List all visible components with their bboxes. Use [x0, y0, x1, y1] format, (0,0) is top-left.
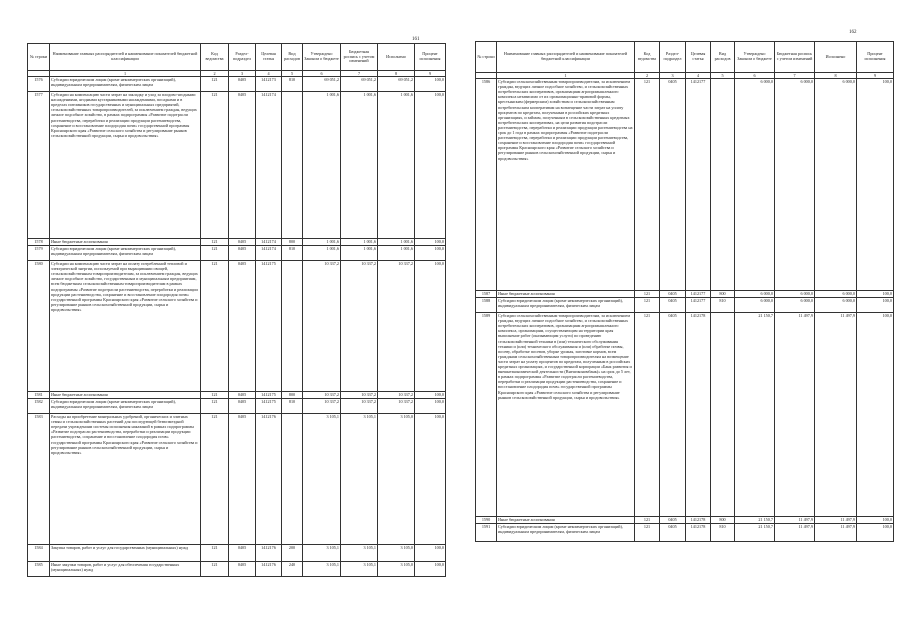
executed-amount: 6 000,0 — [815, 291, 857, 298]
executed-amount: 1 001,6 — [378, 239, 415, 246]
budget-table-left — [27, 43, 446, 577]
approved-amount: 69 051,2 — [303, 77, 341, 92]
table-body — [28, 77, 446, 577]
executed-amount: 6 000,0 — [815, 79, 857, 291]
budget-amount: 11 497,9 — [775, 313, 815, 517]
section-code: 0405 — [660, 313, 686, 517]
target-article: 1412178 — [686, 524, 711, 542]
department-code: 121 — [201, 562, 229, 577]
row-name: Субсидии юридическим лицам (кроме некоммерческих организаций), индивидуальным предпринимателям, физическим лицам — [50, 77, 201, 92]
expense-type: 800 — [711, 291, 735, 298]
target-article: 1412178 — [686, 517, 711, 524]
row-number: 1588 — [476, 298, 497, 313]
header-cell: Процент исполнения — [857, 42, 894, 73]
budget-amount: 10 337,2 — [341, 399, 378, 414]
row-name: Закупка товаров, работ и услуг для государственных (муниципальных) нужд — [50, 545, 201, 562]
header-cell: Раздел-подраздел — [229, 44, 256, 71]
table-row — [476, 517, 894, 524]
approved-amount: 10 337,2 — [303, 399, 341, 414]
department-code: 121 — [635, 298, 660, 313]
column-number: 2 — [635, 73, 660, 79]
section-code: 0405 — [229, 92, 256, 239]
section-code: 0405 — [229, 77, 256, 92]
row-name: Субсидии юридическим лицам (кроме некоммерческих организаций), индивидуальным предпринимателям, физическим лицам — [50, 399, 201, 414]
column-number: 4 — [256, 71, 282, 77]
row-number: 1591 — [476, 524, 497, 542]
row-name: Расходы на приобретение минеральных удобрений, органических и элитных семян и сельскохозяйственных растений для последующей безвозмездной передачи учреждениям системы исполнения наказаний в рамках подпрограммы «Развитие подотрасли растениеводства, переработки и реализации продукции растениеводства, сохранение и восстановление плодородия почв» государственной программы Красноярского края «Развитие сельского хозяйства и регулирование рынков сельскохозяйственной продукции, сырья и продовольствия» — [50, 414, 201, 545]
target-article: 1412174 — [256, 246, 282, 261]
section-code: 0405 — [660, 291, 686, 298]
column-number: 7 — [341, 71, 378, 77]
executed-amount: 1 001,6 — [378, 246, 415, 261]
department-code: 121 — [201, 239, 229, 246]
executed-amount: 11 497,9 — [815, 524, 857, 542]
executed-amount: 6 000,0 — [815, 298, 857, 313]
page-number-right: 162 — [849, 30, 857, 35]
header-cell: № строки — [28, 44, 50, 71]
execution-percent: 100,0 — [415, 246, 446, 261]
budget-amount: 3 105,1 — [341, 562, 378, 577]
approved-amount: 3 105,1 — [303, 545, 341, 562]
target-article: 1412174 — [256, 92, 282, 239]
expense-type: 810 — [282, 399, 303, 414]
executed-amount: 3 105,0 — [378, 562, 415, 577]
execution-percent: 100,0 — [857, 517, 894, 524]
header-cell: Вид расходов — [711, 42, 735, 73]
department-code: 121 — [201, 77, 229, 92]
header-cell: Целевая статья — [256, 44, 282, 71]
section-code: 0405 — [229, 545, 256, 562]
header-cell: Раздел-подраздел — [660, 42, 686, 73]
execution-percent: 100,0 — [857, 79, 894, 291]
row-name: Субсидии юридическим лицам (кроме некоммерческих организаций), индивидуальным предпринимателям, физическим лицам — [497, 524, 635, 542]
header-cell: Бюджетная роспись с учетом изменений — [775, 42, 815, 73]
department-code: 121 — [201, 399, 229, 414]
header-cell: Бюджетная роспись с учетом изменений — [341, 44, 378, 71]
target-article: 1412176 — [256, 562, 282, 577]
row-number: 1580 — [28, 261, 50, 392]
approved-amount: 6 000,0 — [735, 298, 775, 313]
row-number: 1576 — [28, 77, 50, 92]
approved-amount: 1 001,6 — [303, 92, 341, 239]
executed-amount: 10 337,2 — [378, 392, 415, 399]
department-code: 121 — [201, 392, 229, 399]
section-code: 0405 — [229, 261, 256, 392]
execution-percent: 100,0 — [415, 392, 446, 399]
budget-amount: 10 337,2 — [341, 261, 378, 392]
execution-percent: 100,0 — [857, 291, 894, 298]
execution-percent: 100,0 — [857, 298, 894, 313]
expense-type: 810 — [282, 246, 303, 261]
approved-amount: 10 337,2 — [303, 392, 341, 399]
table-row — [28, 414, 446, 545]
section-code: 0405 — [229, 414, 256, 545]
table-row — [28, 392, 446, 399]
row-number: 1581 — [28, 392, 50, 399]
header-cell: Процент исполнения — [415, 44, 446, 71]
row-name: Иные бюджетные ассигнования — [50, 239, 201, 246]
execution-percent: 100,0 — [415, 545, 446, 562]
execution-percent: 100,0 — [415, 562, 446, 577]
approved-amount: 3 105,1 — [303, 414, 341, 545]
table-row — [28, 246, 446, 261]
target-article: 1412175 — [256, 399, 282, 414]
approved-amount: 1 001,6 — [303, 246, 341, 261]
budget-amount: 1 001,6 — [341, 92, 378, 239]
header-cell: Вид расходов — [282, 44, 303, 71]
executed-amount: 11 497,9 — [815, 517, 857, 524]
table-row — [28, 92, 446, 239]
section-code: 0405 — [660, 517, 686, 524]
section-code: 0405 — [660, 524, 686, 542]
table-row — [476, 291, 894, 298]
column-number: 1 — [497, 73, 635, 79]
executed-amount: 11 497,9 — [815, 313, 857, 517]
column-number: 3 — [229, 71, 256, 77]
row-name: Субсидии на компенсацию части затрат на оплату потребленной тепловой и электрической энергии, используемой при выращивании овощей, сельскохозяйственным товаропроизводителям, за исключением граждан, ведущих личное подсобное хозяйство, государственным и муниципальным предприятиям, всем бюджетным сельскохозяйственным товаропроизводителям в рамках подпрограммы «Развитие подотрасли растениеводства, переработки и реализации продукции растениеводства, сохранение и восстановление плодородия почв» государственной программы Красноярского края «Развитие сельского хозяйства и регулирование рынков сельскохозяйственной продукции, сырья и продовольствия» — [50, 261, 201, 392]
expense-type: 810 — [282, 77, 303, 92]
table-header — [476, 42, 894, 79]
approved-amount: 6 000,0 — [735, 291, 775, 298]
expense-type — [711, 313, 735, 517]
target-article: 1412175 — [256, 392, 282, 399]
row-number: 1586 — [476, 79, 497, 291]
header-cell: Утверждено Законом о бюджете — [303, 44, 341, 71]
row-number: 1583 — [28, 414, 50, 545]
executed-amount: 10 337,2 — [378, 399, 415, 414]
section-code: 0405 — [229, 246, 256, 261]
expense-type: 810 — [711, 524, 735, 542]
expense-type: 800 — [282, 239, 303, 246]
department-code: 121 — [201, 261, 229, 392]
budget-amount: 11 497,9 — [775, 517, 815, 524]
budget-amount: 1 001,6 — [341, 239, 378, 246]
column-number: 7 — [775, 73, 815, 79]
department-code: 121 — [635, 524, 660, 542]
expense-type: 800 — [282, 392, 303, 399]
budget-amount: 3 105,1 — [341, 414, 378, 545]
executed-amount: 3 105,0 — [378, 545, 415, 562]
execution-percent: 100,0 — [415, 239, 446, 246]
row-number: 1579 — [28, 246, 50, 261]
department-code: 121 — [201, 545, 229, 562]
table-body — [476, 79, 894, 542]
row-number: 1590 — [476, 517, 497, 524]
table-row — [28, 545, 446, 562]
executed-amount: 1 001,6 — [378, 92, 415, 239]
department-code: 121 — [201, 246, 229, 261]
row-name: Субсидии юридическим лицам (кроме некоммерческих организаций), индивидуальным предпринимателям, физическим лицам — [497, 298, 635, 313]
row-name: Иные бюджетные ассигнования — [497, 517, 635, 524]
approved-amount: 21 150,7 — [735, 313, 775, 517]
column-number: 2 — [201, 71, 229, 77]
expense-type: 800 — [711, 517, 735, 524]
budget-amount: 3 105,1 — [341, 545, 378, 562]
department-code: 121 — [635, 79, 660, 291]
section-code: 0405 — [660, 298, 686, 313]
row-number: 1584 — [28, 545, 50, 562]
column-number: 8 — [378, 71, 415, 77]
row-name: Субсидии сельскохозяйственным товаропроизводителям, за исключением граждан, ведущих личное подсобное хозяйство, и сельскохозяйственных потребительских кооперативов, организациям агропромышленного комплекса независимо от их организационно-правовой формы, крестьянским (фермерским) хозяйствам и сельскохозяйственным потребительским кооперативам на возмещение части затрат на уплату процентов по кредитам, полученным в российских кредитных организациях, и займам, полученным в сельскохозяйственных кредитных потребительских кооперативах, на цели развития подотрасли растениеводства, переработки и реализации продукции растениеводства на срок до 1 года в рамках подпрограммы «Развитие подотрасли растениеводства, переработки и реализации продукции растениеводства, сохранение и восстановление плодородия почв» государственной программы Красноярского края «Развитие сельского хозяйства и регулирование рынков сельскохозяйственной продукции, сырья и продовольствия» — [497, 79, 635, 291]
table-row — [28, 261, 446, 392]
department-code: 121 — [635, 517, 660, 524]
column-number: 3 — [660, 73, 686, 79]
header-cell: Целевая статья — [686, 42, 711, 73]
execution-percent: 100,0 — [415, 77, 446, 92]
target-article: 1412176 — [256, 545, 282, 562]
table-row — [476, 524, 894, 542]
page-number-left: 161 — [412, 37, 420, 42]
budget-amount: 1 001,6 — [341, 246, 378, 261]
execution-percent: 100,0 — [857, 524, 894, 542]
header-cell: Наименование главных распорядителей и наименование показателей бюджетной классификации — [50, 44, 201, 71]
approved-amount: 6 000,0 — [735, 79, 775, 291]
budget-amount: 6 000,0 — [775, 298, 815, 313]
target-article: 1412175 — [256, 261, 282, 392]
header-cell: Код ведомства — [201, 44, 229, 71]
table-row — [28, 239, 446, 246]
column-number: 8 — [815, 73, 857, 79]
expense-type — [282, 261, 303, 392]
section-code: 0405 — [229, 239, 256, 246]
expense-type — [282, 414, 303, 545]
executed-amount: 69 051,2 — [378, 77, 415, 92]
target-article: 1412176 — [256, 414, 282, 545]
row-name: Иные бюджетные ассигнования — [497, 291, 635, 298]
approved-amount: 10 337,2 — [303, 261, 341, 392]
execution-percent: 100,0 — [415, 261, 446, 392]
execution-percent: 100,0 — [857, 313, 894, 517]
row-number: 1589 — [476, 313, 497, 517]
column-number: 4 — [686, 73, 711, 79]
section-code: 0405 — [229, 392, 256, 399]
column-number: 6 — [735, 73, 775, 79]
section-code: 0405 — [660, 79, 686, 291]
budget-amount: 69 051,2 — [341, 77, 378, 92]
budget-amount: 6 000,0 — [775, 291, 815, 298]
row-number: 1577 — [28, 92, 50, 239]
column-number: 9 — [857, 73, 894, 79]
header-cell: Исполнено — [378, 44, 415, 71]
target-article: 1412177 — [686, 79, 711, 291]
target-article: 1412174 — [256, 239, 282, 246]
section-code: 0405 — [229, 399, 256, 414]
row-name: Иные закупки товаров, работ и услуг для обеспечения государственных (муниципальных) нужд — [50, 562, 201, 577]
header-cell: Утверждено Законом о бюджете — [735, 42, 775, 73]
executed-amount: 3 105,0 — [378, 414, 415, 545]
column-number: 1 — [50, 71, 201, 77]
column-number: 6 — [303, 71, 341, 77]
department-code: 121 — [635, 291, 660, 298]
section-code: 0405 — [229, 562, 256, 577]
row-name: Субсидии юридическим лицам (кроме некоммерческих организаций), индивидуальным предпринимателям, физическим лицам — [50, 246, 201, 261]
header-cell: № строки — [476, 42, 497, 73]
target-article: 1412177 — [686, 291, 711, 298]
row-number: 1578 — [28, 239, 50, 246]
row-number: 1582 — [28, 399, 50, 414]
budget-table-right — [475, 41, 894, 542]
approved-amount: 21 150,7 — [735, 524, 775, 542]
department-code: 121 — [201, 414, 229, 545]
table-header — [28, 44, 446, 77]
expense-type: 240 — [282, 562, 303, 577]
budget-amount: 6 000,0 — [775, 79, 815, 291]
execution-percent: 100,0 — [415, 399, 446, 414]
header-cell: Код ведомства — [635, 42, 660, 73]
budget-amount: 10 337,2 — [341, 392, 378, 399]
target-article: 1412178 — [686, 313, 711, 517]
target-article: 1412177 — [686, 298, 711, 313]
expense-type: 810 — [711, 298, 735, 313]
table-row — [28, 77, 446, 92]
table-row — [28, 399, 446, 414]
column-number: 5 — [282, 71, 303, 77]
target-article: 1412173 — [256, 77, 282, 92]
row-number: 1587 — [476, 291, 497, 298]
approved-amount: 21 150,7 — [735, 517, 775, 524]
header-cell: Наименование главных распорядителей и наименование показателей бюджетной классификации — [497, 42, 635, 73]
table-row — [476, 298, 894, 313]
expense-type — [282, 92, 303, 239]
row-name: Иные бюджетные ассигнования — [50, 392, 201, 399]
executed-amount: 10 337,2 — [378, 261, 415, 392]
table-row — [476, 313, 894, 517]
table-row — [28, 562, 446, 577]
approved-amount: 3 105,1 — [303, 562, 341, 577]
column-number: 5 — [711, 73, 735, 79]
department-code: 121 — [201, 92, 229, 239]
column-number: 9 — [415, 71, 446, 77]
budget-amount: 11 497,9 — [775, 524, 815, 542]
expense-type — [711, 79, 735, 291]
row-name: Субсидии на компенсацию части затрат на закладку и уход за плодово-ягодными насаждениями, ягодными кустарниковыми насаждениями, посадками и в пределах питомников государственных и муниципальных предприятий, сельскохозяйственных товаропроизводителей, за исключением граждан, ведущих личное подсобное хозяйство, в рамках подпрограммы «Развитие подотрасли растениеводства, переработки и реализации продукции растениеводства, сохранение и восстановление плодородия почв» государственной программы Красноярского края «Развитие сельского хозяйства и регулирование рынков сельскохозяйственной продукции, сырья и продовольствия» — [50, 92, 201, 239]
execution-percent: 100,0 — [415, 414, 446, 545]
approved-amount: 1 001,6 — [303, 239, 341, 246]
department-code: 121 — [635, 313, 660, 517]
table-row — [476, 79, 894, 291]
header-cell: Исполнено — [815, 42, 857, 73]
execution-percent: 100,0 — [415, 92, 446, 239]
row-name: Субсидии сельскохозяйственным товаропроизводителям, за исключением граждан, ведущих личное подсобное хозяйство, и сельскохозяйственных потребительских кооперативов, организациям агропромышленного комплекса, организациям, осуществляющим на территории края выполнение работ (оказывающим услуги) по проведению сельскохозяйственной техники в (или) технического обслуживания техники и (или) технического обслуживания и (или) обработке почвы, посеву, обработке посевов, уборке урожая, заготовке кормов, всем гражданам сельскохозяйственным товаропроизводителям на возмещение части затрат на уплату процентов по кредитам, полученным в российских кредитных организациях, и государственной корпорации «Банк развития и внешнеэкономической деятельности (Внешэкономбанк)» на срок до 5 лет, в рамках подпрограммы «Развитие подотрасли растениеводства, переработки и реализации продукции растениеводства, сохранение и восстановление плодородия почв» государственной программы Красноярского края «Развитие сельского хозяйства и регулирование рынков сельскохозяйственной продукции, сырья и продовольствия» — [497, 313, 635, 517]
row-number: 1585 — [28, 562, 50, 577]
expense-type: 200 — [282, 545, 303, 562]
